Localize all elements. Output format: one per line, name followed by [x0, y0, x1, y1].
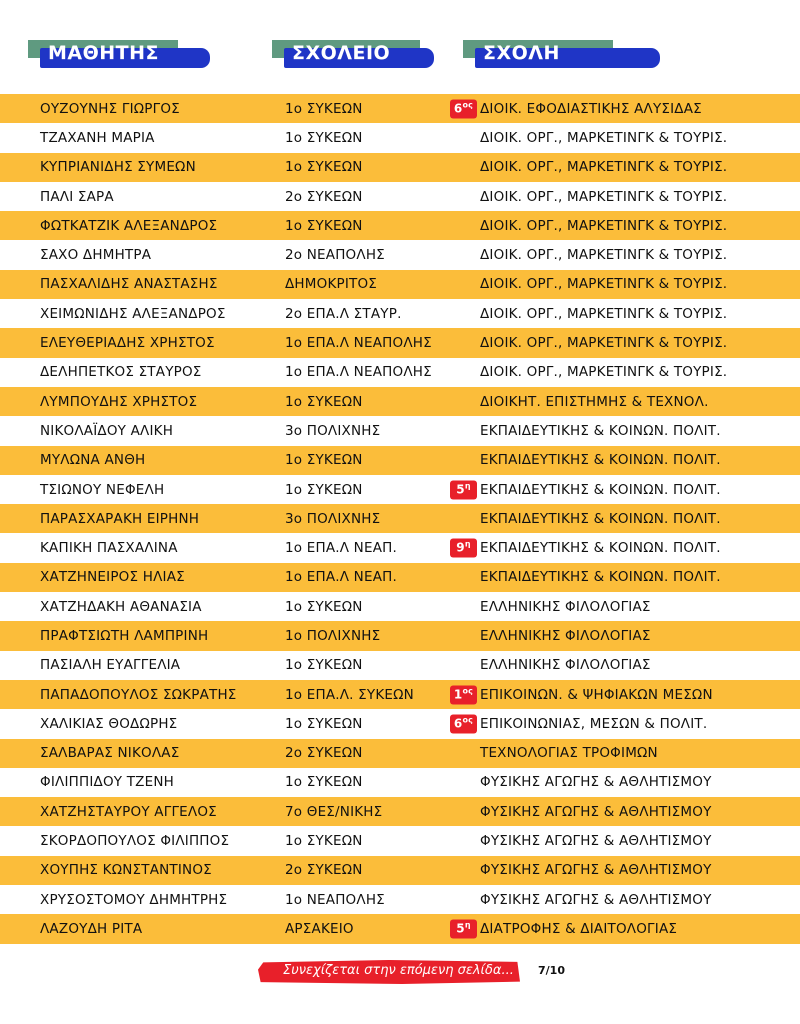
- faculty-name: ΕΚΠΑΙΔΕΥΤΙΚΗΣ & ΚΟΙΝΩΝ. ΠΟΛΙΤ.: [480, 540, 721, 557]
- faculty-name: ΕΚΠΑΙΔΕΥΤΙΚΗΣ & ΚΟΙΝΩΝ. ΠΟΛΙΤ.: [480, 569, 721, 586]
- faculty-name: ΔΙΟΙΚ. ΟΡΓ., ΜΑΡΚΕΤΙΝΓΚ & ΤΟΥΡΙΣ.: [480, 217, 728, 234]
- school-name: 1ο ΕΠΑ.Λ ΝΕΑΠ.: [285, 540, 397, 557]
- rank-badge: [450, 480, 477, 499]
- faculty-name: ΕΛΛΗΝΙΚΗΣ ΦΙΛΟΛΟΓΙΑΣ: [480, 598, 651, 615]
- table-row: [0, 592, 800, 621]
- student-name: ΛΑΖΟΥΔΗ ΡΙΤΑ: [40, 920, 143, 937]
- school-name: 1ο ΣΥΚΕΩΝ: [285, 452, 363, 469]
- student-name: ΤΣΙΩΝΟΥ ΝΕΦΕΛΗ: [40, 481, 165, 498]
- table-row: [0, 533, 800, 562]
- student-name: ΚΑΠΙΚΗ ΠΑΣΧΑΛΙΝΑ: [40, 540, 178, 557]
- rank-number: 5: [456, 921, 465, 936]
- table-row: [0, 563, 800, 592]
- rank-badge: [450, 99, 477, 118]
- school-name: 1ο ΕΠΑ.Λ ΝΕΑΠΟΛΗΣ: [285, 364, 432, 381]
- faculty-name: ΕΚΠΑΙΔΕΥΤΙΚΗΣ & ΚΟΙΝΩΝ. ΠΟΛΙΤ.: [480, 452, 721, 469]
- column-header-faculty: [463, 40, 663, 70]
- page-number: 7/10: [538, 964, 565, 977]
- student-name: ΔΕΛΗΠΕΤΚΟΣ ΣΤΑΥΡΟΣ: [40, 364, 202, 381]
- rank-number: 6: [453, 101, 463, 116]
- school-name: 1ο ΣΥΚΕΩΝ: [285, 129, 363, 146]
- table-row: [0, 123, 800, 152]
- student-name: ΟΥΖΟΥΝΗΣ ΓΙΩΡΓΟΣ: [40, 100, 180, 117]
- results-table: [0, 94, 800, 944]
- school-name: 1ο ΣΥΚΕΩΝ: [285, 715, 363, 732]
- table-row: [0, 299, 800, 328]
- table-row: [0, 387, 800, 416]
- table-row: [0, 768, 800, 797]
- rank-badge: [450, 539, 477, 558]
- table-row: [0, 240, 800, 269]
- table-row: [0, 328, 800, 357]
- rank-suffix: η: [464, 539, 471, 549]
- student-name: ΠΑΛΙ ΣΑΡΑ: [40, 188, 114, 205]
- student-name: ΜΥΛΩΝΑ ΑΝΘΗ: [40, 452, 146, 469]
- table-row: [0, 739, 800, 768]
- student-name: ΦΩΤΚΑΤΖΙΚ ΑΛΕΞΑΝΔΡΟΣ: [40, 217, 218, 234]
- faculty-name: ΕΠΙΚΟΙΝΩΝΙΑΣ, ΜΕΣΩΝ & ΠΟΛΙΤ.: [480, 715, 708, 732]
- student-name: ΧΑΤΖΗΣΤΑΥΡΟΥ ΑΓΓΕΛΟΣ: [40, 803, 217, 820]
- faculty-name: ΦΥΣΙΚΗΣ ΑΓΩΓΗΣ & ΑΘΛΗΤΙΣΜΟΥ: [480, 774, 712, 791]
- school-name: 1ο ΣΥΚΕΩΝ: [285, 774, 363, 791]
- school-name: 1ο ΣΥΚΕΩΝ: [285, 598, 363, 615]
- faculty-name: ΕΚΠΑΙΔΕΥΤΙΚΗΣ & ΚΟΙΝΩΝ. ΠΟΛΙΤ.: [480, 481, 721, 498]
- table-row: [0, 153, 800, 182]
- table-row: [0, 651, 800, 680]
- school-name: 1ο ΕΠΑ.Λ. ΣΥΚΕΩΝ: [285, 686, 414, 703]
- column-header-faculty-label: ΣΧΟΛΗ: [483, 42, 560, 64]
- rank-suffix: ος: [462, 686, 474, 696]
- student-name: ΚΥΠΡΙΑΝΙΔΗΣ ΣΥΜΕΩΝ: [40, 159, 196, 176]
- student-name: ΧΑΤΖΗΝΕΙΡΟΣ ΗΛΙΑΣ: [40, 569, 185, 586]
- faculty-name: ΦΥΣΙΚΗΣ ΑΓΩΓΗΣ & ΑΘΛΗΤΙΣΜΟΥ: [480, 833, 712, 850]
- column-header-school-label: ΣΧΟΛΕΙΟ: [292, 42, 391, 64]
- faculty-name: ΔΙΟΙΚ. ΟΡΓ., ΜΑΡΚΕΤΙΝΓΚ & ΤΟΥΡΙΣ.: [480, 305, 728, 322]
- faculty-name: ΤΕΧΝΟΛΟΓΙΑΣ ΤΡΟΦΙΜΩΝ: [480, 745, 658, 762]
- continued-text: Συνεχίζεται στην επόμενη σελίδα...: [283, 963, 514, 978]
- school-name: 3ο ΠΟΛΙΧΝΗΣ: [285, 422, 381, 439]
- rank-number: 6: [453, 716, 463, 731]
- rank-suffix: ος: [462, 100, 474, 110]
- faculty-name: ΕΛΛΗΝΙΚΗΣ ΦΙΛΟΛΟΓΙΑΣ: [480, 657, 651, 674]
- table-row: [0, 270, 800, 299]
- table-row: [0, 211, 800, 240]
- student-name: ΣΑΛΒΑΡΑΣ ΝΙΚΟΛΑΣ: [40, 745, 180, 762]
- column-header-student-label: ΜΑΘΗΤΗΣ: [48, 42, 160, 64]
- student-name: ΠΑΣΙΑΛΗ ΕΥΑΓΓΕΛΙΑ: [40, 657, 181, 674]
- student-name: ΧΑΛΙΚΙΑΣ ΘΟΔΩΡΗΣ: [40, 715, 178, 732]
- rank-badge: [450, 919, 477, 938]
- faculty-name: ΕΚΠΑΙΔΕΥΤΙΚΗΣ & ΚΟΙΝΩΝ. ΠΟΛΙΤ.: [480, 510, 721, 527]
- school-name: 2ο ΕΠΑ.Λ ΣΤΑΥΡ.: [285, 305, 402, 322]
- table-row: [0, 475, 800, 504]
- table-row: [0, 914, 800, 943]
- school-name: 1ο ΣΥΚΕΩΝ: [285, 657, 363, 674]
- table-row: [0, 621, 800, 650]
- rank-suffix: η: [464, 481, 471, 490]
- school-name: 1ο ΣΥΚΕΩΝ: [285, 833, 363, 850]
- student-name: ΛΥΜΠΟΥΔΗΣ ΧΡΗΣΤΟΣ: [40, 393, 198, 410]
- rank-badge: [450, 714, 477, 733]
- school-name: 1ο ΣΥΚΕΩΝ: [285, 100, 363, 117]
- student-name: ΦΙΛΙΠΠΙΔΟΥ ΤΖΕΝΗ: [40, 774, 174, 791]
- school-name: 1ο ΣΥΚΕΩΝ: [285, 481, 363, 498]
- school-name: 1ο ΣΥΚΕΩΝ: [285, 393, 363, 410]
- school-name: 1ο ΣΥΚΕΩΝ: [285, 217, 363, 234]
- faculty-name: ΦΥΣΙΚΗΣ ΑΓΩΓΗΣ & ΑΘΛΗΤΙΣΜΟΥ: [480, 803, 712, 820]
- student-name: ΠΡΑΦΤΣΙΩΤΗ ΛΑΜΠΡΙΝΗ: [40, 627, 209, 644]
- rank-suffix: η: [464, 920, 471, 930]
- faculty-name: ΔΙΟΙΚΗΤ. ΕΠΙΣΤΗΜΗΣ & ΤΕΧΝΟΛ.: [480, 393, 709, 410]
- table-row: [0, 94, 800, 123]
- school-name: 1ο ΣΥΚΕΩΝ: [285, 159, 363, 176]
- faculty-name: ΔΙΑΤΡΟΦΗΣ & ΔΙΑΙΤΟΛΟΓΙΑΣ: [480, 920, 678, 937]
- table-row: [0, 826, 800, 855]
- faculty-name: ΔΙΟΙΚ. ΟΡΓ., ΜΑΡΚΕΤΙΝΓΚ & ΤΟΥΡΙΣ.: [480, 247, 728, 264]
- faculty-name: ΕΚΠΑΙΔΕΥΤΙΚΗΣ & ΚΟΙΝΩΝ. ΠΟΛΙΤ.: [480, 422, 721, 439]
- table-row: [0, 885, 800, 914]
- faculty-name: ΔΙΟΙΚ. ΟΡΓ., ΜΑΡΚΕΤΙΝΓΚ & ΤΟΥΡΙΣ.: [480, 335, 728, 352]
- column-header-school: [272, 40, 442, 70]
- faculty-name: ΕΛΛΗΝΙΚΗΣ ΦΙΛΟΛΟΓΙΑΣ: [480, 627, 651, 644]
- school-name: 2ο ΣΥΚΕΩΝ: [285, 745, 363, 762]
- school-name: 1ο ΕΠΑ.Λ ΝΕΑΠ.: [285, 569, 397, 586]
- table-row: [0, 797, 800, 826]
- rank-number: 9: [456, 540, 465, 555]
- column-header-student: [28, 40, 218, 70]
- school-name: 1ο ΠΟΛΙΧΝΗΣ: [285, 627, 381, 644]
- rank-suffix: ος: [462, 715, 474, 725]
- rank-badge: [450, 685, 477, 704]
- student-name: ΠΑΣΧΑΛΙΔΗΣ ΑΝΑΣΤΑΣΗΣ: [40, 276, 218, 293]
- school-name: ΑΡΣΑΚΕΙΟ: [285, 920, 354, 937]
- faculty-name: ΔΙΟΙΚ. ΕΦΟΔΙΑΣΤΙΚΗΣ ΑΛΥΣΙΔΑΣ: [480, 100, 702, 117]
- school-name: 1ο ΝΕΑΠΟΛΗΣ: [285, 891, 385, 908]
- student-name: ΣΑΧΟ ΔΗΜΗΤΡΑ: [40, 247, 152, 264]
- faculty-name: ΕΠΙΚΟΙΝΩΝ. & ΨΗΦΙΑΚΩΝ ΜΕΣΩΝ: [480, 686, 713, 703]
- table-row: [0, 504, 800, 533]
- faculty-name: ΔΙΟΙΚ. ΟΡΓ., ΜΑΡΚΕΤΙΝΓΚ & ΤΟΥΡΙΣ.: [480, 276, 728, 293]
- table-row: [0, 680, 800, 709]
- rank-number: 5: [456, 482, 465, 496]
- table-row: [0, 416, 800, 445]
- student-name: ΠΑΡΑΣΧΑΡΑΚΗ ΕΙΡΗΝΗ: [40, 510, 200, 527]
- faculty-name: ΔΙΟΙΚ. ΟΡΓ., ΜΑΡΚΕΤΙΝΓΚ & ΤΟΥΡΙΣ.: [480, 188, 728, 205]
- student-name: ΧΕΙΜΩΝΙΔΗΣ ΑΛΕΞΑΝΔΡΟΣ: [40, 305, 226, 322]
- school-name: 2ο ΣΥΚΕΩΝ: [285, 862, 363, 879]
- faculty-name: ΔΙΟΙΚ. ΟΡΓ., ΜΑΡΚΕΤΙΝΓΚ & ΤΟΥΡΙΣ.: [480, 364, 728, 381]
- rank-number: 1: [453, 687, 463, 702]
- faculty-name: ΔΙΟΙΚ. ΟΡΓ., ΜΑΡΚΕΤΙΝΓΚ & ΤΟΥΡΙΣ.: [480, 159, 728, 176]
- faculty-name: ΦΥΣΙΚΗΣ ΑΓΩΓΗΣ & ΑΘΛΗΤΙΣΜΟΥ: [480, 862, 712, 879]
- student-name: ΕΛΕΥΘΕΡΙΑΔΗΣ ΧΡΗΣΤΟΣ: [40, 335, 215, 352]
- student-name: ΝΙΚΟΛΑΪΔΟΥ ΑΛΙΚΗ: [40, 422, 174, 439]
- school-name: 3ο ΠΟΛΙΧΝΗΣ: [285, 510, 381, 527]
- school-name: 1ο ΕΠΑ.Λ ΝΕΑΠΟΛΗΣ: [285, 335, 432, 352]
- faculty-name: ΔΙΟΙΚ. ΟΡΓ., ΜΑΡΚΕΤΙΝΓΚ & ΤΟΥΡΙΣ.: [480, 129, 728, 146]
- student-name: ΧΑΤΖΗΔΑΚΗ ΑΘΑΝΑΣΙΑ: [40, 598, 202, 615]
- faculty-name: ΦΥΣΙΚΗΣ ΑΓΩΓΗΣ & ΑΘΛΗΤΙΣΜΟΥ: [480, 891, 712, 908]
- school-name: 2ο ΝΕΑΠΟΛΗΣ: [285, 247, 385, 264]
- table-row: [0, 856, 800, 885]
- student-name: ΧΟΥΠΗΣ ΚΩΝΣΤΑΝΤΙΝΟΣ: [40, 862, 212, 879]
- table-row: [0, 709, 800, 738]
- table-row: [0, 358, 800, 387]
- student-name: ΣΚΟΡΔΟΠΟΥΛΟΣ ΦΙΛΙΠΠΟΣ: [40, 833, 230, 850]
- student-name: ΧΡΥΣΟΣΤΟΜΟΥ ΔΗΜΗΤΡΗΣ: [40, 891, 228, 908]
- student-name: ΠΑΠΑΔΟΠΟΥΛΟΣ ΣΩΚΡΑΤΗΣ: [40, 686, 237, 703]
- table-row: [0, 182, 800, 211]
- table-row: [0, 446, 800, 475]
- school-name: 2ο ΣΥΚΕΩΝ: [285, 188, 363, 205]
- student-name: ΤΖΑΧΑΝΗ ΜΑΡΙΑ: [40, 129, 155, 146]
- school-name: 7ο ΘΕΣ/ΝΙΚΗΣ: [285, 803, 383, 820]
- school-name: ΔΗΜΟΚΡΙΤΟΣ: [285, 276, 378, 293]
